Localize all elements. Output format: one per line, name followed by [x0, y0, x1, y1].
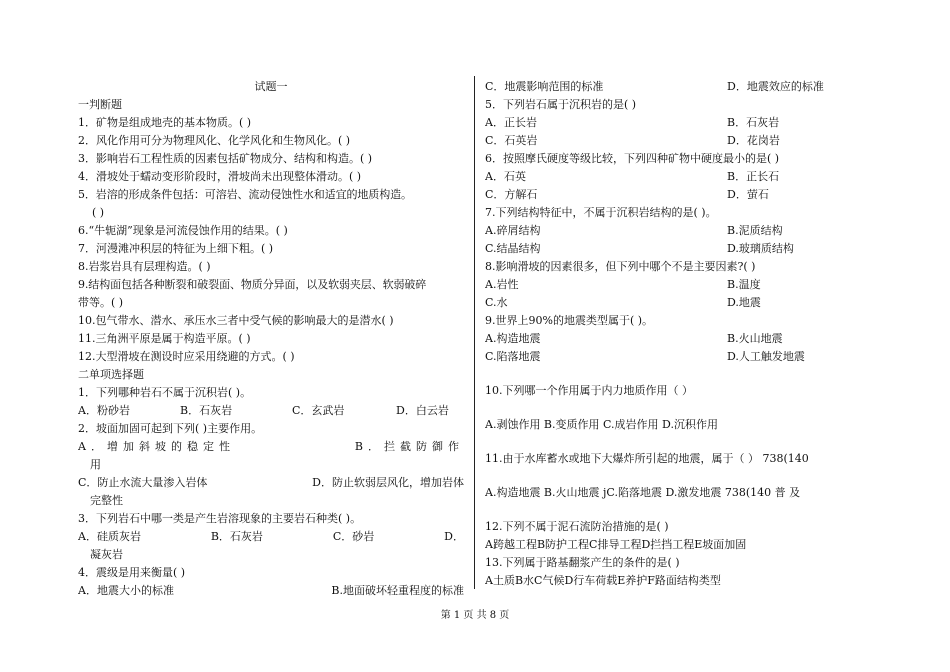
mc-question-9: 9.世界上90%的地震类型属于( )。: [485, 314, 654, 327]
option-a: A．正长岩: [485, 116, 537, 129]
mc-question-13-options: A土质B水C气候D行车荷载E养护F路面结构类型: [485, 574, 721, 587]
mc-question-2: 2．坡面加固可起到下列( )主要作用。: [78, 422, 263, 435]
spacer: [485, 400, 867, 416]
option-c: C.水: [485, 296, 508, 309]
option-a: A．粉砂岩: [78, 404, 130, 417]
mc-question-8-options-cd: [485, 294, 867, 312]
option-d: D．萤石: [727, 188, 769, 201]
option-d: D．防止软弱层风化，增加岩体: [312, 476, 464, 489]
option-c: C．方解石: [485, 188, 538, 201]
column-divider: [474, 76, 475, 589]
section-true-false-heading: 一判断题: [78, 98, 122, 111]
mc-question-10: 10.下列哪一个作用属于内力地质作用（ ）: [485, 384, 693, 397]
mc-question-3-option-d-cont: 凝灰岩: [90, 548, 123, 561]
option-b: B.地面破坏轻重程度的标准: [331, 584, 464, 597]
mc-question-2-options-ab: [78, 438, 464, 456]
mc-question-11: 11.由于水库蓄水或地下大爆炸所引起的地震，属于（ ） 738(140: [485, 452, 809, 465]
spacer: [485, 502, 867, 518]
tf-question-1: 1．矿物是组成地壳的基本物质。( ): [78, 116, 252, 129]
option-a: A.岩性: [485, 278, 519, 291]
tf-question-2: 2．风化作用可分为物理风化、化学风化和生物风化。( ): [78, 134, 351, 147]
option-c: C．砂岩: [332, 530, 375, 543]
option-d: D.玻璃质结构: [727, 242, 794, 255]
tf-question-5-cont: ( ): [92, 206, 105, 219]
tf-question-10: 10.包气带水、潜水、承压水三者中受气候的影响最大的是潜水( ): [78, 314, 394, 327]
tf-question-4: 4．滑坡处于蠕动变形阶段时，滑坡尚未出现整体滑动。( ): [78, 170, 362, 183]
mc-question-4-options-ab: [78, 582, 464, 600]
tf-question-6: 6.“牛轭湖”现象是河流侵蚀作用的结果。( ): [78, 224, 288, 237]
option-b: B.火山地震: [727, 332, 783, 345]
option-c: C．石英岩: [485, 134, 538, 147]
tf-question-9: 9.结构面包括各种断裂和破裂面、物质分异面，以及软弱夹层、软弱破碎: [78, 278, 427, 291]
mc-question-9-options-ab: [485, 330, 867, 348]
option-a: A．石英: [485, 170, 526, 183]
option-a: A．硅质灰岩: [78, 530, 141, 543]
option-d: D．花岗岩: [727, 134, 780, 147]
option-d: D.地震: [727, 296, 761, 309]
mc-question-3-options: [78, 528, 464, 546]
mc-question-5-options-ab: [485, 114, 867, 132]
section-choice-heading: 二单项选择题: [78, 368, 144, 381]
right-column: [485, 78, 867, 590]
option-b: B.温度: [727, 278, 761, 291]
mc-question-12: 12.下列不属于泥石流防治措施的是( ): [485, 520, 669, 533]
tf-question-11: 11.三角洲平原是属于构造平原。( ): [78, 332, 251, 345]
mc-question-2-option-d-cont: 完整性: [90, 494, 123, 507]
tf-question-3: 3．影响岩石工程性质的因素包括矿物成分、结构和构造。( ): [78, 152, 373, 165]
tf-question-5: 5．岩溶的形成条件包括：可溶岩、流动侵蚀性水和适宜的地质构造。: [78, 188, 412, 201]
tf-question-7: 7．河漫滩冲积层的特征为上细下粗。( ): [78, 242, 274, 255]
mc-question-6-options-ab: [485, 168, 867, 186]
option-c: C．防止水流大量渗入岩体: [78, 476, 208, 489]
option-d: D.人工触发地震: [727, 350, 805, 363]
mc-question-1-options: [78, 402, 464, 420]
mc-question-1: 1．下列哪种岩石不属于沉积岩( )。: [78, 386, 252, 399]
option-c: C.结晶结构: [485, 242, 541, 255]
option-c: C．玄武岩: [292, 404, 345, 417]
mc-question-2-options-cd: [78, 474, 464, 492]
page-footer: 第 1 页 共 8 页: [440, 610, 510, 621]
page-title: 试题一: [254, 80, 288, 93]
option-b: B.泥质结构: [727, 224, 783, 237]
tf-question-12: 12.大型滑坡在测设时应采用绕避的方式。( ): [78, 350, 295, 363]
mc-question-8: 8.影响滑坡的因素很多，但下列中哪个不是主要因素?( ): [485, 260, 756, 273]
mc-question-8-options-ab: [485, 276, 867, 294]
option-a: A．地震大小的标准: [78, 584, 174, 597]
mc-question-7-options-cd: [485, 240, 867, 258]
mc-question-3: 3．下列岩石中哪一类是产生岩溶现象的主要岩石种类( )。: [78, 512, 362, 525]
option-d: D．: [444, 530, 464, 543]
mc-question-5: 5．下列岩石属于沉积岩的是( ): [485, 98, 637, 111]
mc-question-10-options: A.剥蚀作用 B.变质作用 C.成岩作用 D.沉积作用: [485, 418, 718, 431]
mc-question-11-options: A.构造地震 B.火山地震 jC.陷落地震 D.激发地震 738(140 普 及: [485, 486, 801, 499]
mc-question-6-options-cd: [485, 186, 867, 204]
option-b: B．拦截防御作: [354, 440, 464, 453]
mc-question-12-options: A跨越工程B防护工程C排导工程D拦挡工程E坡面加固: [485, 538, 747, 551]
option-a: A.构造地震: [485, 332, 541, 345]
option-a: A.碎屑结构: [485, 224, 541, 237]
option-a: A．增加斜坡的稳定性: [78, 440, 235, 453]
mc-question-5-options-cd: [485, 132, 867, 150]
option-c: C.陷落地震: [485, 350, 541, 363]
left-column: [78, 78, 464, 600]
mc-question-2-option-b-cont: 用: [90, 458, 101, 471]
tf-question-9-cont: 带等。( ): [78, 296, 124, 309]
mc-question-13: 13.下列属于路基翻浆产生的条件的是( ): [485, 556, 680, 569]
option-c: C．地震影响范围的标准: [485, 80, 604, 93]
spacer: [485, 434, 867, 450]
mc-question-9-options-cd: [485, 348, 867, 366]
mc-question-7: 7.下列结构特征中，不属于沉积岩结构的是( )。: [485, 206, 717, 219]
option-b: B．石灰岩: [727, 116, 780, 129]
spacer: [485, 366, 867, 382]
mc-question-4-options-cd: [485, 78, 867, 96]
option-b: B．正长石: [727, 170, 780, 183]
mc-question-4: 4．震级是用来衡量( ): [78, 566, 186, 579]
mc-question-6: 6．按照摩氏硬度等级比较，下列四种矿物中硬度最小的是( ): [485, 152, 780, 165]
mc-question-7-options-ab: [485, 222, 867, 240]
option-b: B．石灰岩: [210, 530, 263, 543]
tf-question-8: 8.岩浆岩具有层理构造。( ): [78, 260, 211, 273]
option-b: B．石灰岩: [180, 404, 233, 417]
spacer: [485, 468, 867, 484]
option-d: D．地震效应的标准: [727, 80, 824, 93]
option-d: D．白云岩: [396, 404, 449, 417]
